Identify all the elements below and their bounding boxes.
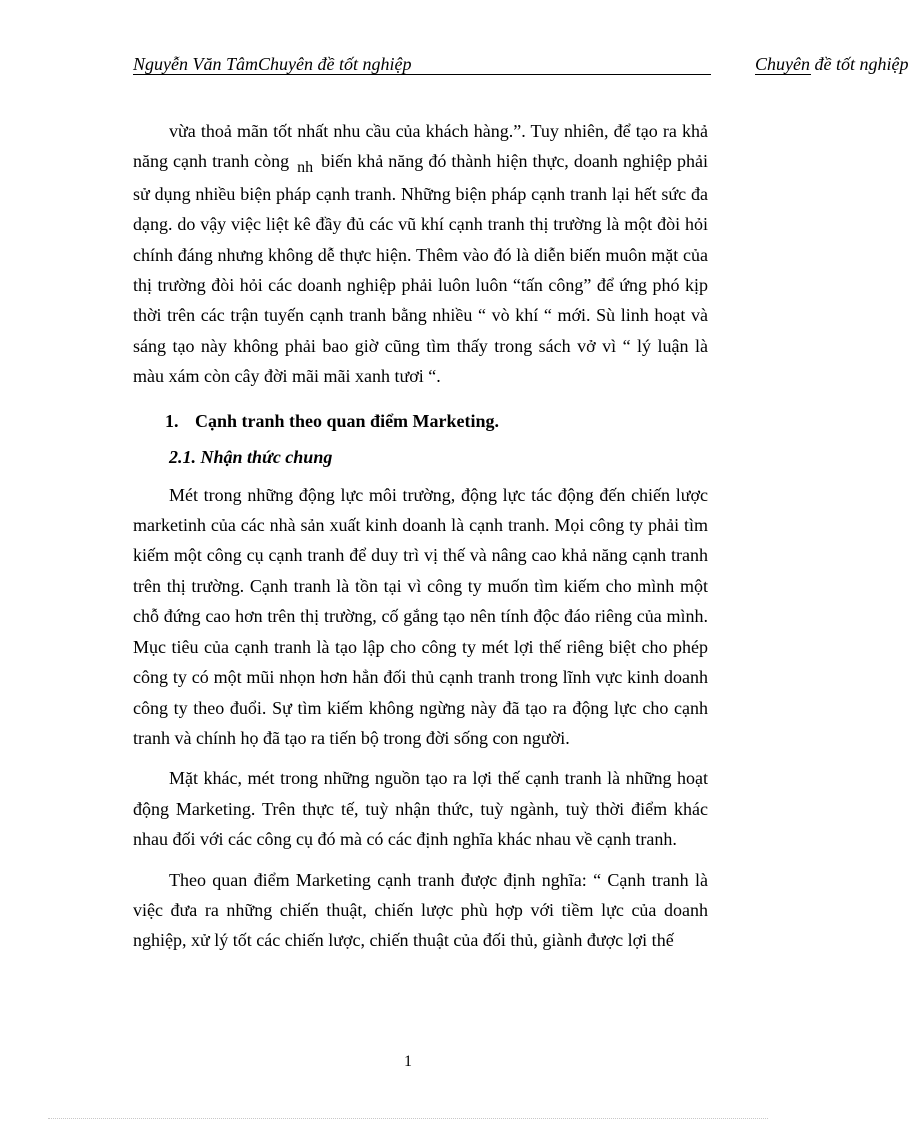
intro-paragraph xyxy=(133,116,708,392)
paragraph-competition-drivers: Mét trong những động lực môi trường, động lực tác động đến chiến lược marketinh của các nhà sản xuất kinh doanh là cạnh tranh. Mọi công ty phải tìm kiếm một công cụ cạnh tranh để duy trì vị thế và nâng cao khả năng cạnh tranh trên thị trường. Cạnh tranh là tồn tại vì công ty muốn tìm kiếm cho mình một chỗ đứng cao hơn trên thị trường, cố gắng tạo nên tính độc đáo riêng của mình. Mục tiêu của cạnh tranh là tạo lập cho công ty mét lợi thế riêng biệt cho phép công ty có một mũi nhọn hơn hẳn đối thủ cạnh tranh trong lĩnh vực kinh doanh công ty theo đuổi. Sự tìm kiếm không ngừng này đã tạo ra động lực cho cạnh tranh và chính họ đã tạo ra tiến bộ trong đời sống con người. xyxy=(133,484,708,748)
footer-divider xyxy=(48,1118,768,1119)
intro-subscript-fragment: nh xyxy=(297,159,314,177)
section-heading xyxy=(133,406,708,436)
intro-text-part-2: biến khả năng đó thành hiện thực, doanh nghiệp phải sử dụng nhiều biện pháp cạnh tranh. Những biện pháp cạnh tranh lại hết sức đa dạng. do vậy việc liệt kê đầy đủ các vũ khí cạnh tranh thị trường là một đòi hỏi chính đáng nhưng không dễ thực hiện. Thêm vào đó là diễn biến muôn mặt của thị trường đòi hỏi các doanh nghiệp phải luôn luôn “tấn công” để ứng phó kịp thời trên các trận tuyến cạnh tranh bằng nhiều “ vò khí “ mới. Sù linh hoạt và sáng tạo này không phải bao giờ cũng tìm thấy trong sách vở vì “ lý luận là màu xám còn cây đời mãi mãi xanh tươi “. xyxy=(133,151,708,387)
header-title-right: Chuyên đề tốt nghiệp xyxy=(755,54,908,74)
section-title: Cạnh tranh theo quan điểm Marketing. xyxy=(195,410,500,431)
subsection-heading: 2.1. Nhận thức chung xyxy=(169,446,333,467)
page-header xyxy=(0,52,908,76)
intro-text-part-1: vừa thoả mãn tốt nhất nhu cầu của khách hàng.”. Tuy nhiên, để tạo ra khả năng cạnh tranh còng xyxy=(133,121,708,172)
paragraph-marketing-definition: Theo quan điểm Marketing cạnh tranh được định nghĩa: “ Cạnh tranh là việc đưa ra những chiến thuật, chiến lược phù hợp với tiềm lực của doanh nghiệp, xử lý tốt các chiến lược, chiến thuật của đối thủ, giành được lợi thế xyxy=(133,869,708,951)
document-body xyxy=(133,116,708,966)
section-number: 1. xyxy=(165,410,179,431)
page-number: 1 xyxy=(404,1053,412,1070)
header-author-title: Nguyễn Văn TâmChuyên đề tốt nghiệp xyxy=(133,54,711,75)
paragraph-marketing-sources: Mặt khác, mét trong những nguồn tạo ra lợi thế cạnh tranh là những hoạt động Marketing. Trên thực tế, tuỳ nhận thức, tuỳ ngành, tuỳ thời điểm khác nhau đối với các công cụ đó mà có các định nghĩa khác nhau về cạnh tranh. xyxy=(133,768,708,850)
